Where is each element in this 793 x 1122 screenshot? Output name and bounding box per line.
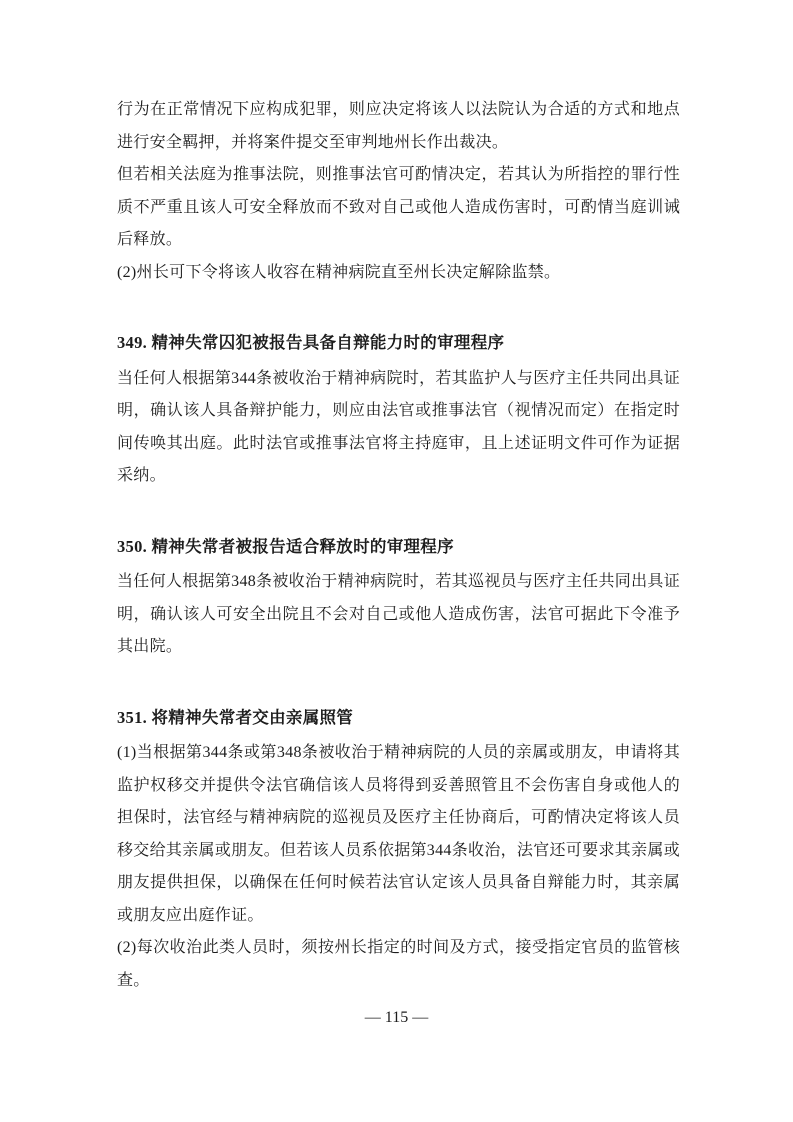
document-body bbox=[117, 94, 680, 997]
section-heading-351: 351. 将精神失常者交由亲属照管 bbox=[117, 707, 354, 727]
body-paragraph: 行为在正常情况下应构成犯罪，则应决定将该人以法院认为合适的方式和地点进行安全羁押，并将案件提交至审判地州长作出裁决。 bbox=[117, 101, 680, 151]
page-number: — 115 — bbox=[364, 1009, 429, 1026]
body-paragraph: 当任何人根据第348条被收治于精神病院时，若其巡视员与医疗主任共同出具证明，确认该人可安全出院且不会对自己或他人造成伤害，法官可据此下令准予其出院。 bbox=[117, 573, 680, 655]
body-paragraph-clause-2: (2)每次收治此类人员时，须按州长指定的时间及方式，接受指定官员的监管核查。 bbox=[117, 939, 680, 989]
body-paragraph-clause-1: (1)当根据第344条或第348条被收治于精神病院的人员的亲属或朋友，申请将其监护权移交并提供令法官确信该人员将得到妥善照管且不会伤害自身或他人的担保时，法官经与精神病院的巡视员及医疗主任协商后，可酌情决定将该人员移交给其亲属或朋友。但若该人员系依据第344条收治，法官还可要求其亲属或朋友提供担保，以确保在任何时候若法官认定该人员具备自辩能力时，其亲属或朋友应出庭作证。 bbox=[117, 744, 680, 924]
body-paragraph: 当任何人根据第344条被收治于精神病院时，若其监护人与医疗主任共同出具证明，确认该人具备辩护能力，则应由法官或推事法官（视情况而定）在指定时间传唤其出庭。此时法官或推事法官将主持庭审，且上述证明文件可作为证据采纳。 bbox=[117, 369, 680, 484]
body-paragraph: 但若相关法庭为推事法院，则推事法官可酌情决定，若其认为所指控的罪行性质不严重且该人可安全释放而不致对自己或他人造成伤害时，可酌情当庭训诫后释放。 bbox=[117, 166, 680, 248]
body-paragraph-clause-2: (2)州长可下令将该人收容在精神病院直至州长决定解除监禁。 bbox=[117, 263, 561, 281]
section-heading-350: 350. 精神失常者被报告适合释放时的审理程序 bbox=[117, 536, 454, 556]
section-heading-349: 349. 精神失常囚犯被报告具备自辩能力时的审理程序 bbox=[117, 333, 505, 352]
